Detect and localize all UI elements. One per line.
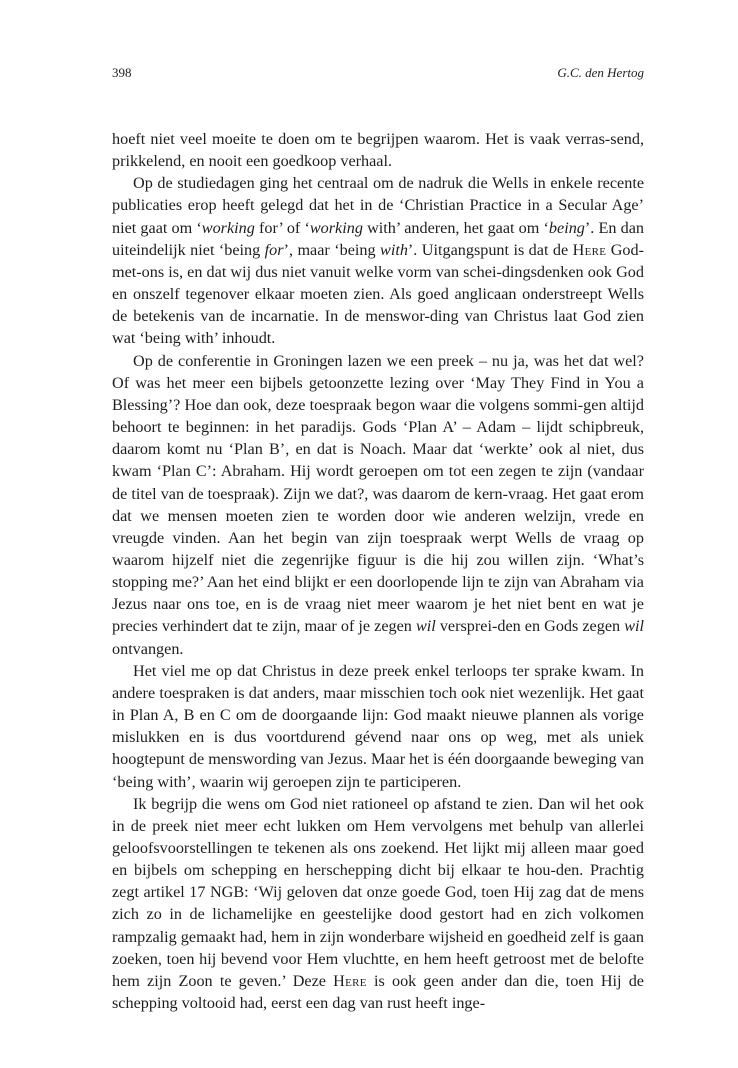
italic-run: wil [415,617,436,636]
paragraph-1 [112,128,644,172]
paragraph-5 [112,793,644,1015]
body-text [112,128,644,1014]
italic-run: with [380,240,408,259]
paragraph-4-text: Het viel me op dat Christus in deze preek enkel terloops ter sprake kwam. In andere toespraken is dat anders, maar misschien toch ook niet wezenlijk. Het gaat in Plan A, B en C om de doorgaande lijn: God maakt nieuwe plannen als vorige mislukken en is dus voortdurend gévend naar ons op weg, met als uniek hoogtepunt de menswording van Jezus. Maar het is één doorgaande beweging van ‘being with’, waarin wij geroepen zijn te participeren. [112,661,644,791]
text-run: ’. Uitgangspunt is dat de [407,240,573,259]
text-run: ontvangen. [112,639,184,658]
text-run: Ik begrijp die wens om God niet rationeel op afstand te zien. Dan wil het ook in de preek niet meer echt lukken om Hem vervolgens met behulp van allerlei geloofsvoorstellingen te tekenen als ons zoekend. Het lijkt mij alleen maar goed en bijbels om schepping en herschepping dicht bij elkaar te hou-den. Prachtig zegt artikel 17 NGB: ‘Wij geloven dat onze goede God, toen Hij zag dat de mens zich zo in de lichamelijke en geestelijke dood gestort had en zich volkomen rampzalig gemaakt had, hem in zijn wonderbare wijsheid en goedheid zelf is gaan zoeken, toen hij bevend voor Hem vluchtte, en hem heeft getroost met de belofte hem zijn Zoon te geven.’ Deze [112,794,644,990]
paragraph-3 [112,350,644,660]
text-run: versprei-den en Gods zegen [435,617,625,636]
italic-run: working [309,218,363,237]
text-run: ’. En dan uiteindelijk niet ‘being [112,218,644,259]
running-head-author: G.C. den Hertog [557,65,644,80]
text-run: with’ anderen, het gaat om ‘ [362,218,549,237]
text-run: God-met-ons is, en dat wij dus niet vanuit welke vorm van schei-dingsdenken ook God en onszelf tegenover elkaar moeten zien. Als goed anglicaan onderstreept Wells de betekenis van de incarnatie. In de menswor-ding van Christus laat God zien wat ‘being with’ inhoudt. [112,240,644,348]
paragraph-2 [112,172,644,349]
italic-run: being [548,218,585,237]
text-run: ’, maar ‘being [283,240,381,259]
text-run: Op de studiedagen ging het centraal om de nadruk die Wells in enkele recente publicaties erop heeft gelegd dat het in de ‘Christian Practice in a Secular Age’ niet gaat om ‘ [112,174,644,237]
text-run: Op de conferentie in Groningen lazen we een preek – nu ja, was het dat wel? Of was het meer een bijbels getoonzette lezing over ‘May They Find in You a Blessing’? Hoe dan ook, deze toespraak begon waar die volgens sommi-gen altijd behoort te beginnen: in het paradijs. Gods ‘Plan A’ – Adam – lijdt schipbreuk, daarom komt nu ‘Plan B’, en dat is Noach. Maar dat ‘werkte’ ook al niet, dus kwam ‘Plan C’: Abraham. Hij wordt geroepen om tot een zegen te zijn (vandaar de titel van de toespraak). Zijn we dat?, was daarom de kern-vraag. Het gaat erom dat we mensen moeten zien te worden door wie anderen welzijn, vrede en vreugde vinden. Aan het begin van zijn toespraak werpt Wells de vraag op waarom hijzelf niet die zegenrijke figuur is die hij zou willen zijn. ‘What’s stopping me?’ Aan het eind blijkt er een doorlopende lijn te zijn van Abraham via Jezus naar ons toe, en is de vraag niet meer waarom je het niet bent en wat je precies verhindert dat te zijn, maar of je zegen [112,351,644,636]
italic-run: for [264,240,284,259]
text-run: for’ of ‘ [254,218,310,237]
italic-run: wil [624,617,644,636]
small-caps-run: Here [333,971,367,990]
small-caps-run: Here [572,240,607,259]
paragraph-1-text: hoeft niet veel moeite te doen om te begrijpen waarom. Het is vaak verras-send, prikkelend, en nooit een goedkoop verhaal. [112,130,644,171]
page-number: 398 [112,65,132,80]
text-run: is ook geen ander dan die, toen Hij de schepping voltooid had, eerst een dag van rust heeft inge- [112,971,644,1013]
italic-run: working [201,218,255,237]
paragraph-4 [112,660,644,793]
